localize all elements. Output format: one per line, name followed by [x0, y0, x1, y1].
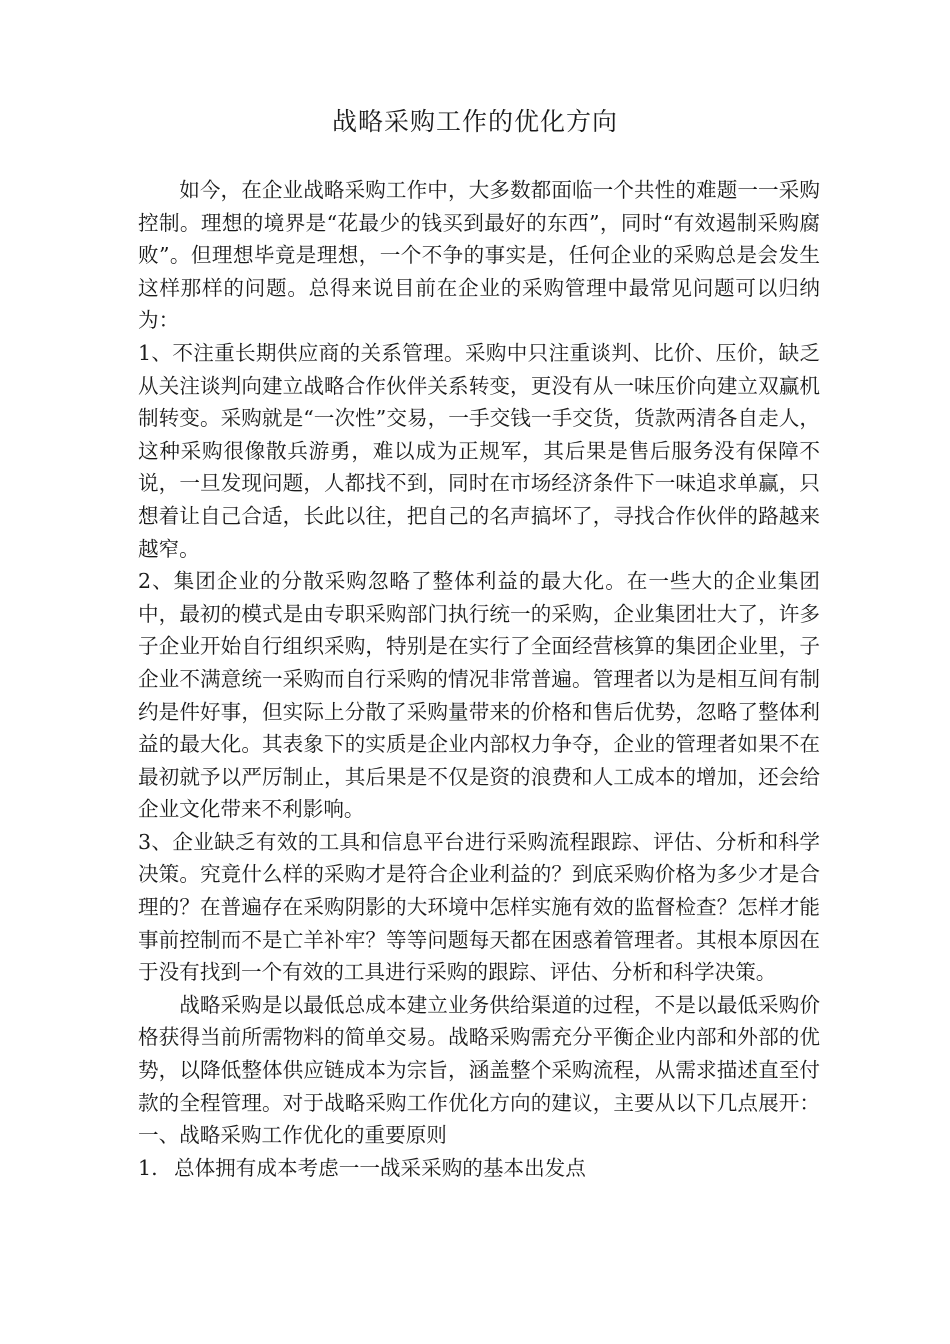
- problem-1-paragraph: 1、不注重长期供应商的关系管理。采购中只注重谈判、比价、压价，缺乏从关注谈判向建立战略合作伙伴关系转变，更没有从一味压价向建立双赢机制转变。采购就是“一次性”交易，一手交钱一手交货，货款两清各自走人，这种采购很像散兵游勇，难以成为正规军，其后果是售后服务没有保障不说，一旦发现问题，人都找不到，同时在市场经济条件下一味追求单赢，只想着让自己合适，长此以往，把自己的名声搞坏了，寻找合作伙伴的路越来越窄。: [138, 340, 820, 561]
- numbered-item-number: 1.: [138, 1155, 158, 1180]
- numbered-item: [138, 1152, 820, 1185]
- document-title: 战略采购工作的优化方向: [331, 107, 618, 136]
- intro-paragraph: 如今，在企业战略采购工作中，大多数都面临一个共性的难题一一采购控制。理想的境界是“花最少的钱买到最好的东西”，同时“有效遏制采购腐败”。但理想毕竟是理想，一个不争的事实是，任何企业的采购总是会发生这样那样的问题。总得来说目前在企业的采购管理中最常见问题可以归纳为：: [138, 178, 820, 333]
- numbered-item-text: 总体拥有成本考虑一一战采采购的基本出发点: [174, 1155, 586, 1180]
- strategy-paragraph: 战略采购是以最低总成本建立业务供给渠道的过程，不是以最低采购价格获得当前所需物料的简单交易。战略采购需充分平衡企业内部和外部的优势，以降低整体供应链成本为宗旨，涵盖整个采购流程，从需求描述直至付款的全程管理。对于战略采购工作优化方向的建议，主要从以下几点展开：一、战略采购工作优化的重要原则: [138, 992, 820, 1148]
- problem-2-paragraph: 2、集团企业的分散采购忽略了整体利益的最大化。在一些大的企业集团中，最初的模式是由专职采购部门执行统一的采购，企业集团壮大了，许多子企业开始自行组织采购，特别是在实行了全面经营核算的集团企业里，子企业不满意统一采购而自行采购的情况非常普遍。管理者以为是相互间有制约是件好事，但实际上分散了采购量带来的价格和售后优势，忽略了整体利益的最大化。其表象下的实质是企业内部权力争夺，企业的管理者如果不在最初就予以严厉制止，其后果是不仅是资的浪费和人工成本的增加，还会给企业文化带来不利影响。: [138, 569, 820, 822]
- document-body: [138, 174, 820, 1184]
- problem-3-paragraph: 3、企业缺乏有效的工具和信息平台进行采购流程跟踪、评估、分析和科学决策。究竟什么样的采购才是符合企业利益的？到底采购价格为多少才是合理的？在普遍存在采购阴影的大环境中怎样实施有效的监督检查？怎样才能事前控制而不是亡羊补牢？等等问题每天都在困惑着管理者。其根本原因在于没有找到一个有效的工具进行采购的跟踪、评估、分析和科学决策。: [138, 829, 820, 985]
